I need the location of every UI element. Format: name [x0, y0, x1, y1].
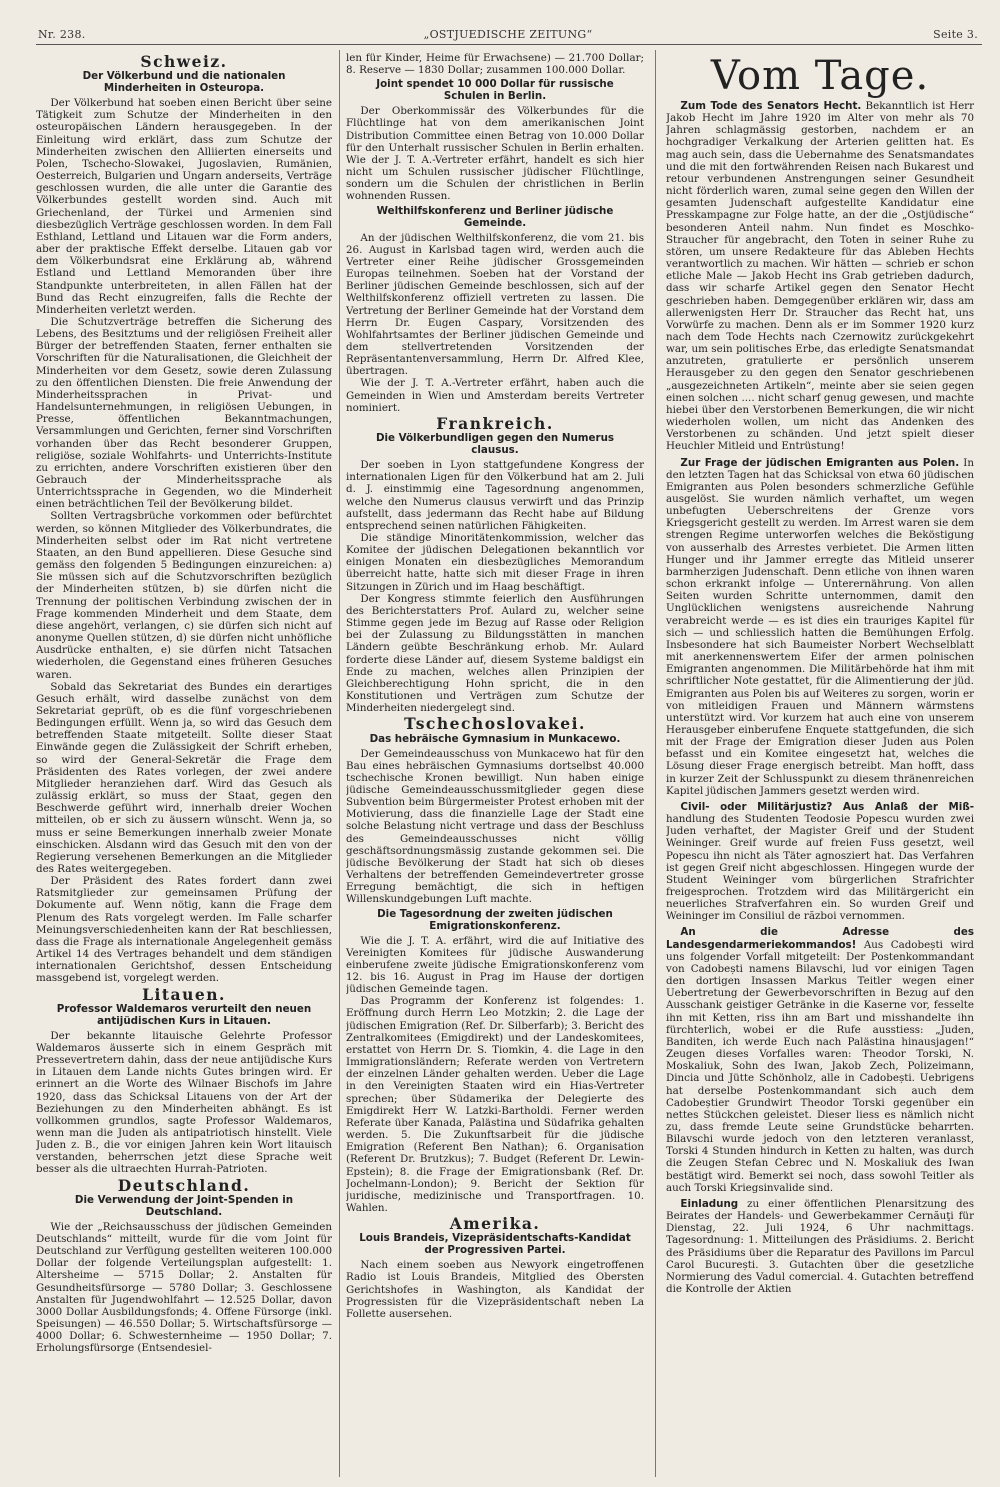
article-paragraph: Sollten Vertragsbrüche vorkommen oder befürchtet werden, so können Mitglieder des Völkerbundrates, die Minderheiten selbst oder im Rat nicht vertretene Staaten, an den Bund appellieren. Diese Gesuche sind gemäss den folgenden 5 Bedingungen einzureichen: a) Sie müssen sich auf die Schutzvorschriften bezüglich der Minderheiten stützen, b) sie dürfen nicht die Trennung der politischen Verbindung zwischen der in Frage kommenden Minderheit und dem Staate, dem diese angehört, verlangen, c) sie dürfen sich nicht auf anonyme Quellen stützen, d) sie dürfen nicht unhöfliche Ausdrücke enthalten, e) sie dürfen nicht Tatsachen wiederholen, die Gegenstand eines früheren Gesuches waren. [36, 510, 332, 681]
header-rule [36, 44, 982, 45]
article-paragraph: Das Programm der Konferenz ist folgendes: 1. Eröffnung durch Herrn Leo Motzkin; 2. die Lage der jüdischen Emigration (Ref. Dr. Silberfarb); 3. Bericht des Zentralkomitees (Emigdirekt) und der Landeskomitees, erstattet von Herrn Dr. S. Tiomkin, 4. die Lage in den Immigrationsländern; Referate werden von Vertretern der einzelnen Länder gehalten werden. Ueber die Lage in den Vereinigten Staaten wird ein Hias-Vertreter sprechen; über Südamerika der Delegierte des Emigdirekt Herr W. Latzki-Bartholdi. Ferner werden Referate über Kanada, Palästina und Südafrika gehalten werden. 5. Die Zukunftsarbeit für die jüdische Emigration (Referent Ben Nathan); 6. Organisation (Referent Dr. Brutzkus); 7. Budget (Referent Dr. Lewin-Epstein); 8. die Frage der Emigrationsbank (Ref. Dr. Jochelmann-London); 9. Bericht der Sektion für juridische, medizinische und Transportfragen. 10. Wahlen. [346, 995, 644, 1214]
news-item-text: handlung des Studenten Teodosie Popescu wurden zwei Juden verhaftet, der Magister Greif und der Student Weininger. Greif wurde auf freien Fuss gesetzt, weil Popescu ihn nicht als Täter agnosziert hat. Das Verfahren ist gegen Greif nicht abgeschlossen. Hingegen wurde der Student Weininger vom bürgerlichen Strafrichter freigesprochen. Trotzdem wird das Militärgericht ein neuerliches Strafverfahren ein. So wurden Greif und Weininger im Consiliul de război vernommen. [666, 813, 974, 923]
column-3 [666, 52, 974, 1477]
article-headline: Die Völkerbundligen gegen den Numerus clausus. [375, 432, 615, 457]
section-title-vom-tage: Vom Tage. [710, 53, 930, 99]
news-item-text: Bekanntlich ist Herr Jakob Hecht im Jahre 1920 im Alter von mehr als 70 Jahren schlagmässig gestorben, nachdem er an hochgradiger Verkalkung der Arterien gelitten hat. Es mag auch sein, dass die Uebernahme des Senatsmandates und die mit den fortwährenden Reisen nach Bukarest und retour verbundenen Anstrengungen seiner Gesundheit nicht förderlich waren, zumal seine gegen den Willen der gesamten Judenschaft aufgestellte Kandidatur eine Presskampagne zur Folge hatte, an der die „Ostjüdische“ besonderen Anteil nahm. Nun findet es Moschko-Straucher für angebracht, den Toten in seiner Ruhe zu stören, um unsere Redakteure für das Ableben Hechts verantwortlich zu machen. Wir hätten — schrieb er schon etliche Male — Jakob Hecht ins Grab getrieben dadurch, dass wir scharfe Artikel gegen den Senator Hecht geschrieben haben. Demgegenüber erklären wir, dass am allerwenigsten Herr Dr. Straucher das Recht hat, uns Vorwürfe zu machen. Denn als er im Sommer 1920 kurz nach dem Tode Hechts nach Czernowitz zurückgekehrt war, um sein politisches Erbe, das erledigte Senatsmandat anzutreten, gratulierte er persönlich unserem Herausgeber zu den gegen den Senator geschriebenen „ausgezeichneten Artikeln“, meinte aber sie seien gegen einen solchen .... nicht scharf genug gewesen, und machte hiebei über den Verstorbenen Bemerkungen, die wir nicht wiederholen wollen, um nicht das Andenken des Verstorbenen zu schänden. Und jetzt spielt dieser Heuchler Mitleid und Entrüstung! [666, 100, 974, 453]
article-paragraph: Der soeben in Lyon stattgefundene Kongress der internationalen Ligen für den Völkerbund hat am 2. Juli d. J. einstimmig eine Tagesordnung angenommen, welche den Numerus clausus verwirft und das Prinzip aufstellt, dass jedermann das Recht habe auf Bildung entsprechend seinen natürlichen Fähigkeiten. [346, 459, 644, 532]
newspaper-name: „OSTJUEDISCHE ZEITUNG“ [423, 28, 593, 41]
news-item [666, 457, 974, 797]
news-item [666, 926, 974, 1193]
article-headline: Die Verwendung der Joint-Spenden in Deutschland. [74, 1193, 294, 1218]
article-paragraph: Der Präsident des Rates fordert dann zwei Ratsmitglieder zur gemeinsamen Prüfung der Dokumente auf. Wenn nötig, kann die Frage dem Plenum des Rats vorgelegt werden. Im Falle scharfer Meinungsverschiedenheiten kann der Rat beschliessen, dass die Frage als internationale Angelegenheit gemäss Artikel 14 des Vertrages behandelt und dem ständigen internationalen Gerichtshof, dessen Entscheidung massgebend ist, vorgelegt werden. [36, 875, 332, 985]
article-paragraph: Der Gemeindeausschuss von Munkacewo hat für den Bau eines hebräischen Gymnasiums dortselbst 40.000 tschechische Kronen bewilligt. Nun haben einige jüdische Gemeindeausschussmitglieder gegen diese Subvention beim Bürgermeister Protest erhoben mit der Motivierung, dass die finanzielle Lage der Stadt eine solche Belastung nicht vertrage und dass der Beschluss des Gemeindeausschusses nicht völlig geschäftsordnungsmässig zustande gekommen sei. Die jüdische Bevölkerung der Stadt hat sich ob dieses Verhaltens der betreffenden Gemeindevertreter grosse Erregung bemächtigt, die sich in heftigen Willenskundgebungen Luft machte. [346, 747, 644, 906]
article-paragraph: Wie der „Reichsausschuss der jüdischen Gemeinden Deutschlands“ mitteilt, wurde für die vom Joint für Deutschland zur Verfügung gestellten weiteren 100.000 Dollar der folgende Verteilungsplan aufgestellt: 1. Altersheime — 5715 Dollar; 2. Anstalten für Gesundheitsfürsorge — 5780 Dollar; 3. Geschlossene Anstalten für Jugendwohlfahrt — 12.525 Dollar, davon 3000 Dollar Ausbildungsfonds; 4. Offene Fürsorge (inkl. Speisungen) — 46.550 Dollar; 5. Wirtschaftsfürsorge — 4000 Dollar; 6. Schwesternheime — 1950 Dollar; 7. Erholungsfürsorge (Entsendesiel- [36, 1220, 332, 1355]
news-item-headline: Zur Frage der jüdischen Emigranten aus Polen. [680, 456, 960, 469]
issue-number: Nr. 238. [38, 28, 86, 41]
article-headline: Der Völkerbund und die nationalen Minderheiten in Osteuropa. [82, 70, 286, 95]
news-item-headline: An die Adresse des Landesgendarmeriekommandos! [666, 926, 974, 951]
article-headline: Das hebräische Gymnasium in Munkacewo. [369, 732, 621, 745]
section-title-schweiz: Schweiz. [140, 52, 228, 71]
news-item-text: Aus Cadobești wird uns folgender Vorfall mitgeteilt: Der Postenkommandant von Cadobești namens Bilavschi, lud vor einigen Tagen den dortigen Insassen Markus Teitler wegen einer Uebertretung der Gewerbevorschriften in Bezug auf den Ausschank geistiger Getränke in die Kaserne vor, fesselte ihn mit Ketten, riss ihn am Bart und misshandelte ihn fürchterlich, wobei er die Rufe ausstiess: „Juden, Banditen, ich werde Euch nach Palästina hinausjagen!“ Zeugen dieses Vorfalles waren: Theodor Torski, N. Moskaliuk, Sohn des Iwan, Jakob Zech, Polizeimann, Dincia und Jütte Schönholz, alle in Cadobești. Uebrigens hat derselbe Postenkommandant sich auch dem Cadobeștier Grundwirt Theodor Torski gegenüber ein nettes Stückchen geleistet. Dieser liess es nämlich nicht zu, dass fremde Leute seine Grundstücke beharrten. Bilavschi wurde jedoch von den letzteren veranlasst, Torski 4 Stunden hindurch in Ketten zu halten, was durch die Zeugen Stefan Cebrec und N. Moskaliuk des Iwan bestätigt wird. Bemerkt sei noch, dass sowohl Teitler als auch Torski Kriegsinvalide sind. [666, 938, 974, 1194]
news-item-text: zu einer öffentlichen Plenarsitzung des Beirates der Handels- und Gewerbekammer Cernăuţi für Dienstag, 22. Juli 1924, 6 Uhr nachmittags. Tagesordnung: 1. Mitteilungen des Präsidiums. 2. Bericht des Präsidiums über die Reparatur des Pavillons im Parcul Carol București. 3. Gutachten über die gesetzliche Normierung des Vadul comercial. 4. Gutachten betreffend die Kontrolle der Aktien [666, 1197, 974, 1295]
news-item [666, 1198, 974, 1295]
news-item [666, 801, 974, 923]
article-headline: Joint spendet 10 000 Dollar für russische Schulen in Berlin. [376, 78, 614, 103]
article-paragraph: An der jüdischen Welthilfskonferenz, die vom 21. bis 26. August in Karlsbad tagen wird, werden auch die Vertreter einer Reihe jüdischer Grossgemeinden Europas teilnehmen. Soeben hat der Vorstand der Berliner jüdischen Gemeinde beschlossen, sich auf der Welthilfskonferenz offiziell vertreten zu lassen. Die Vertretung der Berliner Gemeinde hat der Vorstand dem Herrn Dr. Eugen Caspary, Vorsitzenden des Wohlfahrtsamtes der Berliner jüdischen Gemeinde und dem stellvertretenden Vorsitzenden der Repräsentantenversammlung, Herrn Dr. Alfred Klee, übertragen. [346, 231, 644, 378]
article-headline: Welthilfskonferenz und Berliner jüdische Gemeinde. [376, 204, 614, 229]
news-item [666, 100, 974, 453]
page-number: Seite 3. [933, 28, 978, 41]
article-headline: Die Tagesordnung der zweiten jüdischen Emigrationskonferenz. [377, 907, 613, 932]
section-title-deutschland: Deutschland. [117, 1175, 251, 1195]
column-divider [655, 50, 656, 1477]
column-1 [36, 52, 332, 1477]
article-paragraph: Sobald das Sekretariat des Bundes ein derartiges Gesuch erhält, wird dasselbe zunächst von dem Sekretariat geprüft, ob es die fünf vorgeschriebenen Bedingungen erfüllt. Wenn ja, so wird das Gesuch dem betreffenden Staate mitgeteilt. Sollte dieser Staat Einwände gegen die Zulässigkeit der Schrift erheben, so wird der General-Sekretär die Frage dem Präsidenten des Rates vorlegen, der zwei andere Mitglieder heranziehen darf. Wird das Gesuch als zulässig erklärt, so muss der Staat, gegen den Beschwerde geführt wird, innerhalb dreier Wochen mitteilen, ob er sich zu äussern wünscht. Wenn ja, so muss er seine Bemerkungen innerhalb zweier Monate einschicken. Alsdann wird das Gesuch mit den von der Regierung versehenen Bemerkungen an die Mitglieder des Rates weitergegeben. [36, 680, 332, 875]
section-title-amerika: Amerika. [449, 1214, 541, 1234]
article-paragraph: Der Oberkommissär des Völkerbundes für die Flüchtlinge hat von dem amerikanischen Joint Distribution Committee einen Betrag von 10.000 Dollar für den Unterhalt russischer Schulen in Berlin erhalten. Wie der J. T. A.-Vertreter erfährt, handelt es sich hier nicht um Schulen russischer jüdischer Flüchtlinge, sondern um die Schulen der christlichen in Berlin wohnenden Russen. [346, 105, 644, 203]
article-headline: Louis Brandeis, Vizepräsidentschafts-Kandidat der Progressiven Partei. [359, 1232, 631, 1257]
news-item-headline: Einladung [680, 1197, 739, 1210]
news-item-text: In den letzten Tagen hat das Schicksal von etwa 60 jüdischen Emigranten aus Polen besonders schmerzliche Gefühle ausgelöst. Sie wurden nämlich verhaftet, um wegen unbefugten Ueberschreitens der Grenze vors Kriegsgericht gestellt zu werden. Im Arrest waren sie dem strengen Regime unterworfen welches die Beköstigung von ausserhalb des Arrestes verbietet. Die Armen litten Hunger und ihr Jammer erregte das Mitleid unserer barmherzigen Judenschaft. Denn etliche von ihnen waren schon erkrankt infolge — Unterernährung. Von allen Seiten wurden Schritte unternommen, damit den Unglücklichen wenigstens ausreichende Nahrung verabreicht werde — es ist dies ein trauriges Kapitel für sich — und schliesslich hatten die Bemühungen Erfolg. Insbesondere hat sich Baumeister Norbert Wechselblatt mit anerkennenswertem Eifer der armen polnischen Emigranten angenommen. Die Militärbehörde hat ihm mit schriftlicher Note gestattet, für die Alimentierung der jüd. Emigranten aus Polen bis auf Weiteres zu sorgen, worin er von mitleidigen Frauen und Männern wärmstens unterstützt wird. Vor kurzem hat auch eine von unserem Herausgeber einberufene Enquete stattgefunden, die sich mit der Frage der Emigration dieser Juden aus Polen befasst und ein Komitee eingesetzt hat, welches die Lösung dieser Frage energisch betreibt. Man hofft, dass in kurzer Zeit der Schlusspunkt zu diesem thränenreichen Kapitel jüdischen Jammers gesetzt werden wird. [666, 456, 974, 797]
article-paragraph: Die Schutzverträge betreffen die Sicherung des Lebens, des Besitztums und der religiösen Freiheit aller Bürger der betreffenden Staaten, ferner enthalten sie Vorschriften für die Naturalisationen, die Gleichheit der Minderheiten vor dem Gesetz, sowie deren Zulassung zu den öffentlichen Diensten. Die freie Anwendung der Minderheitssprachen in Privat- und Handelsunternehmungen, in religiösen Uebungen, in Presse, öffentlichen Bekanntmachungen, Versammlungen und Gerichten, ferner sind Vorschriften vorhanden über das Recht besonderer Gruppen, religiöse, soziale Wohlfahrts- und Unterrichts-Institute zu errichten, andere Vorschriften existieren über den Gebrauch der Minderheitssprache als Unterrichtssprache in Gegenden, wo die Minderheit einen beträchtlichen Teil der Bevölkerung bildet. [36, 315, 332, 511]
article-paragraph: Der Kongress stimmte feierlich den Ausführungen des Berichterstatters Prof. Aulard zu, welcher seine Stimme gegen jede im Bezug auf Rasse oder Religion bei der Zulassung zu Bildungsstätten in manchen Ländern geübte Beschränkung erhob. Mr. Aulard forderte diese Länder auf, diesem Systeme baldigst ein Ende zu machen, welches allen Prinzipien der Gleichberechtigung Hohn spricht, die in den Konstitutionen und Verträgen zum Schutze der Minderheiten niedergelegt sind. [346, 592, 644, 715]
article-paragraph: Die ständige Minoritätenkommission, welcher das Komitee der jüdischen Delegationen bekanntlich vor einigen Monaten ein diesbezügliches Memorandum überreicht hatte, hatte sich mit dieser Frage in ihren Sitzungen in Zürich und im Haag beschäftigt. [346, 532, 644, 593]
article-paragraph: Der bekannte litauische Gelehrte Professor Waldemaros äusserte sich in einem Gespräch mit Pressevertretern dahin, dass der neue antijüdische Kurs in Litauen dem Lande nichts Gutes bringen wird. Er erinnert an die Worte des Wilnaer Bischofs im Jahre 1920, dass das Schicksal Litauens von der Art der Beziehungen zu den Minderheiten abhängt. Es ist vollkommen grundlos, sagte Professor Waldemaros, wenn man die Juden als antipatriotisch hinstellt. Viele Juden z. B., die vor einigen Jahren kein Wort litauisch verstanden, beherrschen jetzt diese Sprache weit besser als die ultraechten Hurrah-Patrioten. [36, 1029, 332, 1176]
section-title-tschechoslovakei: Tschechoslovakei. [404, 714, 586, 734]
article-headline: Professor Waldemaros verurteilt den neuen antijüdischen Kurs in Litauen. [56, 1002, 312, 1027]
article-paragraph: Wie die J. T. A. erfährt, wird die auf Initiative des Vereinigten Komitees für jüdische Auswanderung einberufene zweite jüdische Emigrationskonferenz vom 12. bis 16. August in Prag im Hause der dortigen jüdischen Gemeinde tagen. [346, 934, 644, 996]
article-continuation: len für Kinder, Heime für Erwachsene) — 21.700 Dollar; 8. Reserve — 1830 Dollar; zusammen 100.000 Dollar. [346, 52, 644, 77]
article-paragraph: Wie der J. T. A.-Vertreter erfährt, haben auch die Gemeinden in Wien und Amsterdam bereits Vertreter nominiert. [346, 377, 644, 414]
column-divider [339, 50, 340, 1477]
news-item-headline: Civil- oder Militärjustiz? Aus Anlaß der Miß- [680, 800, 974, 813]
section-title-frankreich: Frankreich. [436, 413, 554, 433]
article-paragraph: Der Völkerbund hat soeben einen Bericht über seine Tätigkeit zum Schutze der Minderheiten in den osteuropäischen Ländern herausgegeben. In der Einleitung wird erklärt, dass zum Schutze der Minderheiten zwischen den Alliierten einerseits und Polen, Tschecho-Slowakei, Jugoslavien, Rumänien, Oesterreich, Bulgarien und Ungarn anderseits, Verträge geschlossen wurden, die alle unter die Garantie des Völkerbundes gestellt worden sind. Auch mit Griechenland, der Türkei und Armenien sind diesbezüglich Verträge geschlossen worden. In dem Fall Esthland, Lettland und Litauen war die Form anders, aber der praktische Effekt derselbe. Litauen gab vor dem Völkerbundsrat eine Erklärung ab, während Estland und Lettland Memoranden über ihre Standpunkte unterbreiteten, in allen Fällen hat der Bund das Recht einzugreifen, falls die Rechte der Minderheiten verletzt werden. [36, 97, 332, 316]
page-header [38, 28, 978, 44]
news-item-headline: Zum Tode des Senators Hecht. [680, 100, 862, 112]
article-paragraph: Nach einem soeben aus Newyork eingetroffenen Radio ist Louis Brandeis, Mitglied des Obersten Gerichtshofes in Washington, als Kandidat der Progressisten für die Vizepräsidentschaft neben La Follette ausersehen. [346, 1259, 644, 1320]
column-2 [346, 52, 644, 1477]
section-title-litauen: Litauen. [142, 984, 226, 1004]
